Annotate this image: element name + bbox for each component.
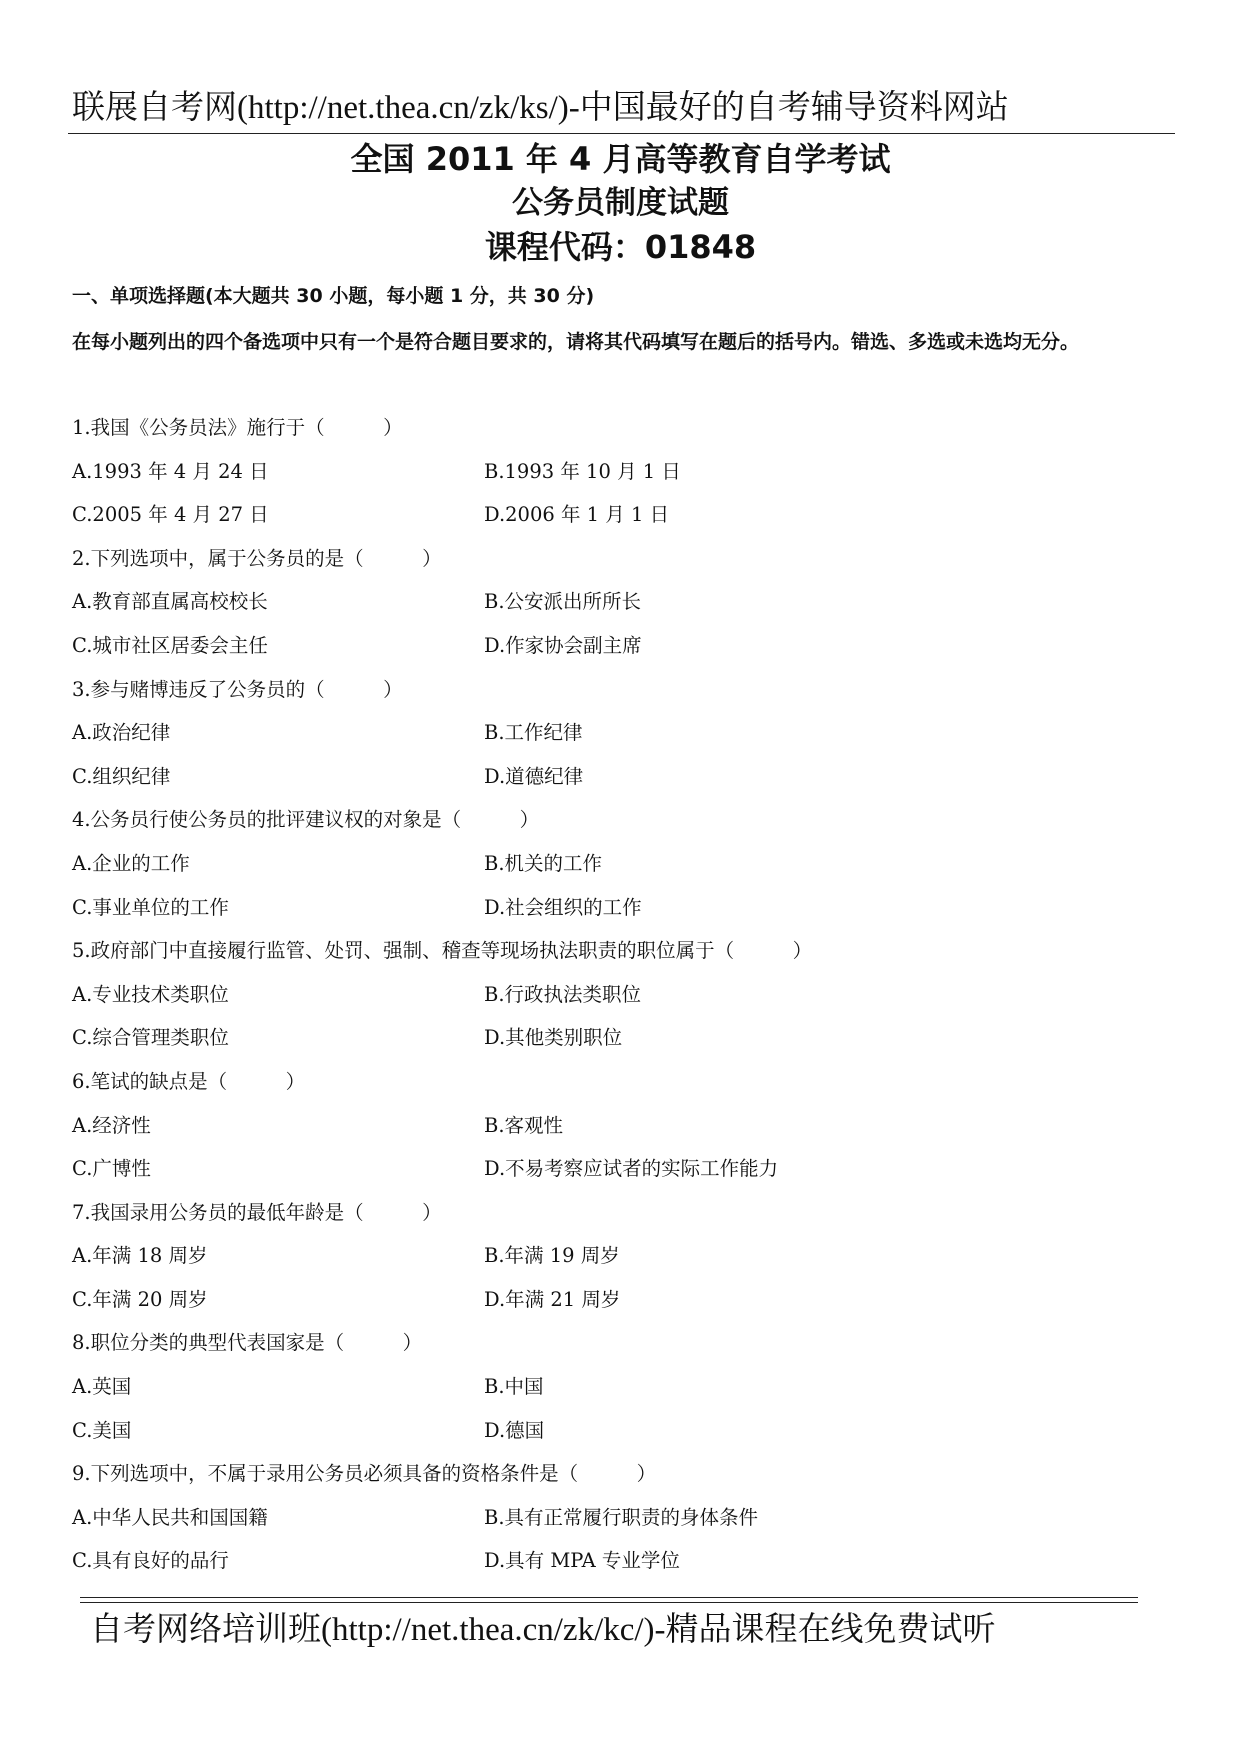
option-row bbox=[72, 1147, 1182, 1191]
option-row bbox=[72, 624, 1182, 668]
option-row bbox=[72, 1016, 1182, 1060]
option-row bbox=[72, 1539, 1182, 1583]
option-b: B.机关的工作 bbox=[484, 851, 603, 875]
question-stem: 7.我国录用公务员的最低年龄是（ ） bbox=[72, 1200, 442, 1224]
question-stem: 9.下列选项中，不属于录用公务员必须具备的资格条件是（ ） bbox=[72, 1462, 657, 1486]
option-b: B.公安派出所所长 bbox=[484, 590, 642, 614]
option-row bbox=[72, 842, 1182, 886]
question-stem: 5.政府部门中直接履行监管、处罚、强制、稽查等现场执法职责的职位属于（ ） bbox=[72, 939, 813, 963]
option-c: C.组织纪律 bbox=[72, 764, 171, 788]
exam-title: 全国 2011 年 4 月高等教育自学考试 bbox=[350, 140, 891, 178]
option-a: A.政治纪律 bbox=[72, 721, 171, 745]
option-a: A.年满 18 周岁 bbox=[72, 1244, 208, 1268]
section-heading: 一、单项选择题(本大题共 30 小题，每小题 1 分，共 30 分) bbox=[72, 285, 595, 307]
page-footer: 自考网络培训班(http://net.thea.cn/zk/kc/)-精品课程在线免费试听 bbox=[90, 1612, 996, 1648]
question-stem: 2.下列选项中，属于公务员的是（ ） bbox=[72, 546, 442, 570]
option-row bbox=[72, 1278, 1182, 1322]
option-a: A.1993 年 4 月 24 日 bbox=[72, 459, 269, 483]
option-b: B.中国 bbox=[484, 1375, 544, 1399]
question-stem: 6.笔试的缺点是（ ） bbox=[72, 1069, 306, 1093]
course-code: 课程代码：01848 bbox=[484, 228, 757, 266]
option-c: C.2005 年 4 月 27 日 bbox=[72, 503, 269, 527]
question-stem: 3.参与赌博违反了公务员的（ ） bbox=[72, 677, 403, 701]
option-a: A.专业技术类职位 bbox=[72, 982, 229, 1006]
option-d: D.不易考察应试者的实际工作能力 bbox=[484, 1157, 779, 1181]
option-a: A.企业的工作 bbox=[72, 851, 190, 875]
option-b: B.工作纪律 bbox=[484, 721, 583, 745]
option-row bbox=[72, 1104, 1182, 1148]
option-row bbox=[72, 1365, 1182, 1409]
option-c: C.综合管理类职位 bbox=[72, 1026, 229, 1050]
option-row bbox=[72, 580, 1182, 624]
question-stem: 8.职位分类的典型代表国家是（ ） bbox=[72, 1331, 423, 1355]
question-list bbox=[72, 406, 1182, 1583]
option-row bbox=[72, 493, 1182, 537]
option-d: D.2006 年 1 月 1 日 bbox=[484, 503, 670, 527]
option-row bbox=[72, 450, 1182, 494]
option-b: B.客观性 bbox=[484, 1113, 564, 1137]
page-header: 联展自考网(http://net.thea.cn/zk/ks/)-中国最好的自考辅导资料网站 bbox=[72, 90, 1009, 126]
option-d: D.具有 MPA 专业学位 bbox=[484, 1549, 680, 1573]
option-a: A.经济性 bbox=[72, 1113, 151, 1137]
footer-double-rule bbox=[80, 1597, 1138, 1603]
option-row bbox=[72, 973, 1182, 1017]
option-c: C.美国 bbox=[72, 1418, 132, 1442]
option-a: A.中华人民共和国国籍 bbox=[72, 1505, 268, 1529]
option-b: B.年满 19 周岁 bbox=[484, 1244, 620, 1268]
option-row bbox=[72, 1234, 1182, 1278]
option-a: A.英国 bbox=[72, 1375, 132, 1399]
option-d: D.作家协会副主席 bbox=[484, 633, 642, 657]
option-c: C.事业单位的工作 bbox=[72, 895, 229, 919]
option-b: B.具有正常履行职责的身体条件 bbox=[484, 1505, 759, 1529]
option-row bbox=[72, 755, 1182, 799]
option-a: A.教育部直属高校校长 bbox=[72, 590, 268, 614]
question-stem: 4.公务员行使公务员的批评建议权的对象是（ ） bbox=[72, 808, 540, 832]
option-d: D.道德纪律 bbox=[484, 764, 584, 788]
option-d: D.其他类别职位 bbox=[484, 1026, 623, 1050]
option-row bbox=[72, 886, 1182, 930]
option-c: C.年满 20 周岁 bbox=[72, 1287, 208, 1311]
option-c: C.具有良好的品行 bbox=[72, 1549, 229, 1573]
question-stem: 1.我国《公务员法》施行于（ ） bbox=[72, 416, 403, 439]
option-c: C.城市社区居委会主任 bbox=[72, 633, 268, 657]
option-row bbox=[72, 1409, 1182, 1453]
option-c: C.广博性 bbox=[72, 1157, 151, 1181]
subject-title: 公务员制度试题 bbox=[512, 185, 729, 221]
option-b: B.1993 年 10 月 1 日 bbox=[484, 459, 681, 483]
option-row bbox=[72, 1496, 1182, 1540]
header-rule bbox=[68, 133, 1175, 134]
option-row bbox=[72, 711, 1182, 755]
option-d: D.年满 21 周岁 bbox=[484, 1287, 621, 1311]
section-instructions: 在每小题列出的四个备选项中只有一个是符合题目要求的，请将其代码填写在题后的括号内。错选、多选或未选均无分。 bbox=[72, 331, 1080, 353]
option-d: D.德国 bbox=[484, 1418, 545, 1442]
option-b: B.行政执法类职位 bbox=[484, 982, 642, 1006]
option-d: D.社会组织的工作 bbox=[484, 895, 642, 919]
